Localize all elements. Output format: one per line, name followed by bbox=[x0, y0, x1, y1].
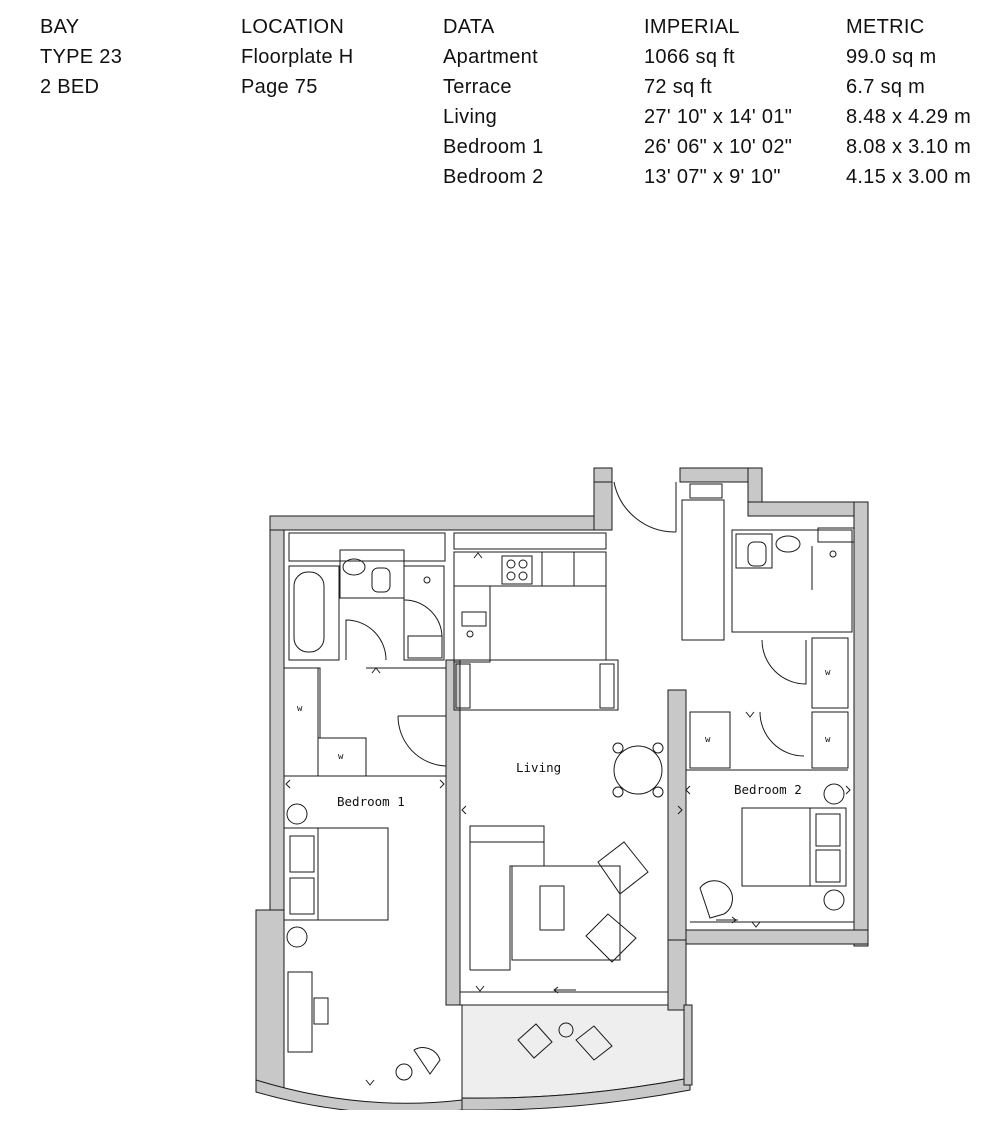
spec-col-imperial bbox=[644, 12, 792, 192]
spec-data-bedroom1: Bedroom 1 bbox=[443, 136, 544, 158]
spec-imperial-terrace: 72 sq ft bbox=[644, 76, 712, 98]
spec-data-terrace: Terrace bbox=[443, 76, 512, 98]
spec-header-location: LOCATION bbox=[241, 16, 345, 38]
room-label-living: Living bbox=[516, 760, 562, 775]
spec-metric-terrace: 6.7 sq m bbox=[846, 76, 926, 98]
spec-location-page: Page 75 bbox=[241, 76, 318, 98]
spec-header-imperial: IMPERIAL bbox=[644, 16, 740, 38]
room-label-bedroom1: Bedroom 1 bbox=[337, 794, 405, 809]
wardrobe-mark: w bbox=[825, 668, 831, 678]
spec-bay-type: TYPE 23 bbox=[40, 46, 123, 68]
spec-col-data bbox=[443, 12, 544, 192]
spec-location-floorplate: Floorplate H bbox=[241, 46, 354, 68]
spec-imperial-bedroom1: 26' 06" x 10' 02" bbox=[644, 136, 793, 158]
wardrobe-mark: w bbox=[825, 735, 831, 745]
spec-metric-bedroom2: 4.15 x 3.00 m bbox=[846, 166, 972, 188]
floor-plan bbox=[230, 460, 990, 1110]
spec-data-bedroom2: Bedroom 2 bbox=[443, 166, 544, 188]
spec-data-apartment: Apartment bbox=[443, 46, 538, 68]
wardrobe-mark: w bbox=[705, 735, 711, 745]
spec-header-data: DATA bbox=[443, 16, 495, 38]
spec-imperial-bedroom2: 13' 07" x 9' 10" bbox=[644, 166, 781, 188]
room-label-bedroom2: Bedroom 2 bbox=[734, 782, 802, 797]
spec-data-living: Living bbox=[443, 106, 498, 128]
spec-metric-bedroom1: 8.08 x 3.10 m bbox=[846, 136, 972, 158]
spec-imperial-living: 27' 10" x 14' 01" bbox=[644, 106, 793, 128]
spec-table bbox=[0, 12, 1003, 192]
wardrobe-marks bbox=[297, 668, 831, 762]
spec-header-metric: METRIC bbox=[846, 16, 925, 38]
spec-metric-apartment: 99.0 sq m bbox=[846, 46, 937, 68]
wardrobe-mark: w bbox=[338, 752, 344, 762]
spec-metric-living: 8.48 x 4.29 m bbox=[846, 106, 972, 128]
floor-plan-drawing bbox=[230, 460, 990, 1110]
wardrobe-mark: w bbox=[297, 704, 303, 714]
spec-col-bay bbox=[40, 12, 122, 102]
spec-bay-beds: 2 BED bbox=[40, 76, 100, 98]
spec-imperial-apartment: 1066 sq ft bbox=[644, 46, 735, 68]
spec-header-bay: BAY bbox=[40, 16, 80, 38]
spec-col-location bbox=[241, 12, 354, 102]
spec-col-metric bbox=[846, 12, 971, 192]
